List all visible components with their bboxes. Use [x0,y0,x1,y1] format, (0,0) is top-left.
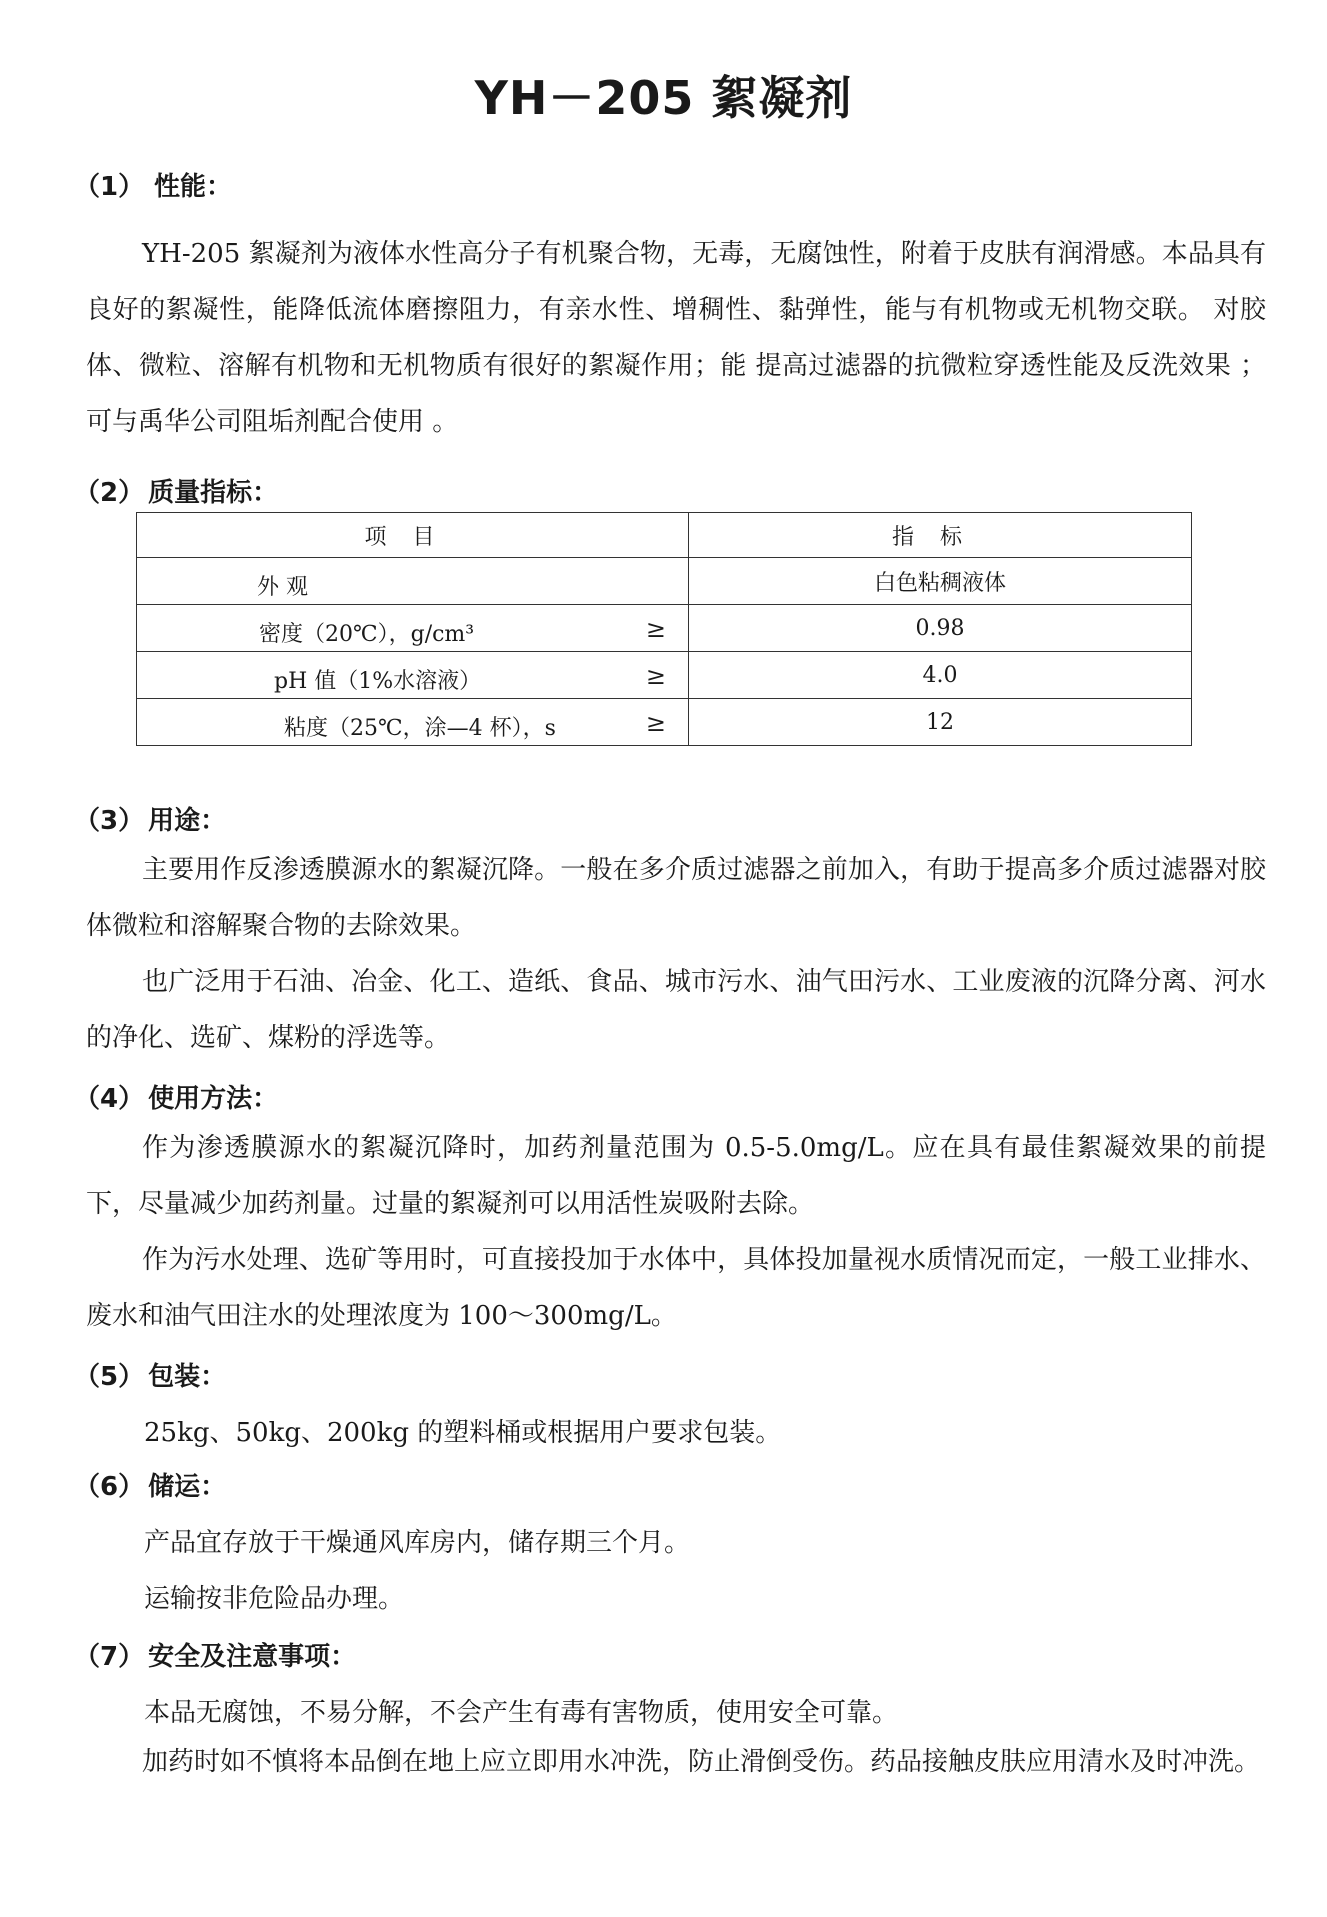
table-cell-value: 4.0 [689,652,1192,699]
table-cell-item [137,652,689,699]
table-cell-value: 12 [689,699,1192,746]
item-label: 粘度（25℃，涂—4 杯），s [284,716,556,741]
section-7-paragraph-2: 加药时如不慎将本品倒在地上应立即用水冲洗，防止滑倒受伤。药品接触皮肤应用清水及时冲洗。 [142,1747,1261,1777]
section-1-title: 性能： [154,172,233,202]
section-4-heading [74,1078,278,1115]
section-6-title: 储运： [148,1472,227,1502]
table-row [137,558,1192,605]
section-1-paragraph: YH-205 絮凝剂为液体水性高分子有机聚合物，无毒，无腐蚀性，附着于皮肤有润滑感。本品具有良好的絮凝性，能降低流体磨擦阻力，有亲水性、增稠性、黏弹性，能与有机物或无机物交联。 对胶体、微粒、溶解有机物和无机物质有很好的絮凝作用；能 提高过滤器的抗微粒穿透性能及反洗效果 ； 可与禹华公司阻垢剂配合使用 。 [86,239,1266,437]
quality-table [136,512,1192,746]
section-3-number: （3） [74,806,145,836]
section-5-line-1: 25kg、50kg、200kg 的塑料桶或根据用户要求包装。 [144,1418,782,1448]
section-2-number: （2） [74,478,145,508]
item-label: 外 观 [257,575,308,600]
table-row [137,652,1192,699]
section-1-heading [74,166,232,203]
section-6-number: （6） [74,1472,145,1502]
section-4-paragraph-2: 作为污水处理、选矿等用时，可直接投加于水体中，具体投加量视水质情况而定，一般工业排水、废水和油气田注水的处理浓度为 100～300mg/L。 [86,1245,1266,1331]
table-header-row [137,513,1192,558]
section-5-heading [74,1356,226,1393]
section-7-number: （7） [74,1642,145,1672]
table-cell-value: 0.98 [689,605,1192,652]
table-header-item: 项目 [137,513,689,558]
section-3-paragraph-1: 主要用作反渗透膜源水的絮凝沉降。一般在多介质过滤器之前加入，有助于提高多介质过滤器对胶体微粒和溶解聚合物的去除效果。 [86,855,1266,941]
section-4-paragraph-1: 作为渗透膜源水的絮凝沉降时，加药剂量范围为 0.5-5.0mg/L。应在具有最佳絮凝效果的前提下，尽量减少加药剂量。过量的絮凝剂可以用活性炭吸附去除。 [86,1133,1266,1219]
section-7-title: 安全及注意事项： [148,1642,357,1672]
table-row [137,605,1192,652]
table-row [137,699,1192,746]
section-3-heading [74,800,226,837]
section-3-title: 用途： [148,806,227,836]
section-4-title: 使用方法： [148,1084,279,1114]
document-title: YH－205 絮凝剂 [474,71,853,125]
section-1-number: （1） [74,172,145,202]
table-cell-item [137,605,689,652]
section-7-heading [74,1636,356,1673]
section-3-paragraph-2: 也广泛用于石油、冶金、化工、造纸、食品、城市污水、油气田污水、工业废液的沉降分离、河水的净化、选矿、煤粉的浮选等。 [86,967,1266,1053]
section-4-number: （4） [74,1084,145,1114]
ge-symbol: ≥ [645,709,666,737]
section-6-line-1: 产品宜存放于干燥通风库房内，储存期三个月。 [144,1528,691,1558]
table-cell-item [137,558,689,605]
table-cell-item [137,699,689,746]
table-header-value: 指标 [689,513,1192,558]
item-label: 密度（20℃），g/cm³ [259,622,475,647]
section-6-line-2: 运输按非危险品办理。 [144,1584,405,1614]
section-6-heading [74,1466,226,1503]
ge-symbol: ≥ [645,662,666,690]
ge-symbol: ≥ [645,615,666,643]
section-7-line-1: 本品无腐蚀，不易分解，不会产生有毒有害物质，使用安全可靠。 [144,1698,899,1728]
section-5-number: （5） [74,1362,145,1392]
table-cell-value: 白色粘稠液体 [689,558,1192,605]
section-5-title: 包装： [148,1362,227,1392]
section-2-heading [74,472,278,509]
section-2-title: 质量指标： [148,478,279,508]
item-label: pH 值（1%水溶液） [274,669,482,694]
